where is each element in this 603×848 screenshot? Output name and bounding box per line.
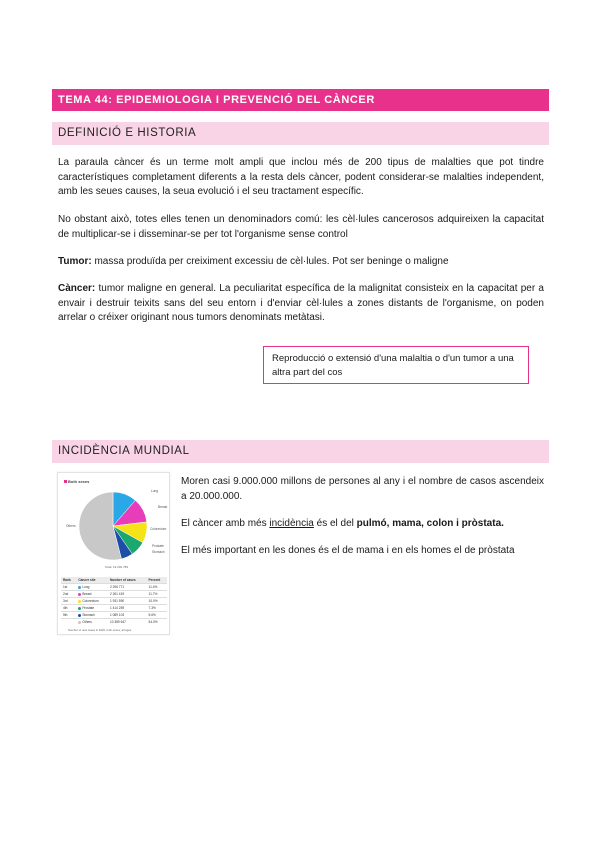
slice-label-lung: Lung xyxy=(151,489,159,493)
legend-dot xyxy=(78,607,81,610)
paragraph-intro: La paraula càncer és un terme molt ampli que inclou més de 200 tipus de malalties que pot tindre característiques completament diferents a la resta dels càncer, podent considerar-se malalties independent, amb les seues causes, la seua evolució i el seu tractament específic. xyxy=(58,157,544,197)
top-cancers-list: pulmó, mama, colon i pròstata. xyxy=(356,518,504,529)
legend-dot xyxy=(78,614,81,617)
table-cell: Stomach xyxy=(76,612,108,619)
table-cell: Colorectum xyxy=(76,598,108,605)
paragraph-by-sex: El més important en les dones és el de mama i en els homes el de pròstata xyxy=(181,545,515,556)
incidencia-underlined: incidència xyxy=(269,518,314,529)
table-cell: 7.3% xyxy=(147,605,167,612)
table-cell: 3rd xyxy=(61,598,76,605)
table-header: Percent xyxy=(147,577,167,584)
metastasis-note-box: Reproducció o extensió d'una malaltia o d'un tumor a una altra part del cos xyxy=(263,346,529,384)
table-header: Rank xyxy=(61,577,76,584)
table-cell: 10.0% xyxy=(147,598,167,605)
paragraph-tumor xyxy=(58,255,544,270)
table-row xyxy=(61,612,167,619)
table-row xyxy=(61,619,167,626)
table-cell: 5.6% xyxy=(147,612,167,619)
table-row xyxy=(61,598,167,605)
pie-chart xyxy=(58,473,171,573)
legend-dot xyxy=(78,593,81,596)
table-cell: 5th xyxy=(61,612,76,619)
slice-label-colorectum: Colorectum xyxy=(150,527,167,531)
tumor-definition: massa produïda per creiximent excessiu de cèl·lules. Pot ser beninge o maligne xyxy=(91,256,449,267)
table-cell: 1 931 590 xyxy=(108,598,147,605)
paragraph-cancer xyxy=(58,282,544,326)
table-cell: 10 389 647 xyxy=(108,619,147,626)
table-header: Cancer site xyxy=(76,577,108,584)
legend-dot xyxy=(78,600,81,603)
legend-dot xyxy=(78,586,81,589)
slice-label-prostate: Prostate xyxy=(152,544,164,548)
document-title: TEMA 44: EPIDEMIOLOGIA I PREVENCIÓ DEL CÀNCER xyxy=(52,89,549,111)
cancer-incidence-figure xyxy=(57,472,170,635)
section-heading-incidencia: INCIDÈNCIA MUNDIAL xyxy=(52,440,549,463)
paragraph-denominador: No obstant això, totes elles tenen un denominadors comú: les cèl·lules cancerosos adquireixen la capacitat de multiplicar-se i disseminar-se per tot l'organisme sense control xyxy=(58,214,544,240)
figure-footnote: Number of new cases in 2020, both sexes, all ages xyxy=(68,628,132,632)
slice-label-others: Others xyxy=(66,524,76,528)
table-cell: 11.7% xyxy=(147,591,167,598)
table-row xyxy=(61,605,167,612)
table-cell: 1 089 103 xyxy=(108,612,147,619)
section-heading-definicio: DEFINICIÓ E HISTORIA xyxy=(52,122,549,145)
table-cell: 2 261 419 xyxy=(108,591,147,598)
table-row xyxy=(61,584,167,591)
table-cell: 4th xyxy=(61,605,76,612)
slice-label-breast: Breast xyxy=(158,505,168,509)
figure-title: Both sexes xyxy=(64,479,89,484)
table-cell: 11.4% xyxy=(147,584,167,591)
table-header: Number of cases xyxy=(108,577,147,584)
table-cell: 2nd xyxy=(61,591,76,598)
table-cell: Others xyxy=(76,619,108,626)
table-cell: Prostate xyxy=(76,605,108,612)
table-cell: 1st xyxy=(61,584,76,591)
incidence-table xyxy=(61,577,167,625)
table-cell: 1 414 259 xyxy=(108,605,147,612)
slice-label-stomach: Stomach xyxy=(152,550,165,554)
figure-total: Total: 19 292 789 xyxy=(105,565,129,569)
paragraph-mortality: Moren casi 9.000.000 millons de persones al any i el nombre de casos ascendeix a 20.000.000. xyxy=(181,476,544,502)
tumor-term: Tumor: xyxy=(58,256,92,267)
legend-dot xyxy=(78,621,81,624)
table-cell xyxy=(61,619,76,626)
table-cell: 54.0% xyxy=(147,619,167,626)
table-cell: 2 206 771 xyxy=(108,584,147,591)
paragraph-top-cancers: El càncer amb més incidència és el del pulmó, mama, colon i pròstata. xyxy=(181,518,504,529)
table-cell: Breast xyxy=(76,591,108,598)
table-cell: Lung xyxy=(76,584,108,591)
cancer-definition: tumor maligne en general. La peculiaritat específica de la malignitat consisteix en la capacitat per a envair i destruir teixits sans del seu entorn i d'enviar cèl·lules a zones distants de l'organisme, on poden arrelar o créixer originant nous tumors denominats metàtasi. xyxy=(58,283,544,323)
cancer-term: Càncer: xyxy=(58,283,96,294)
table-row xyxy=(61,591,167,598)
